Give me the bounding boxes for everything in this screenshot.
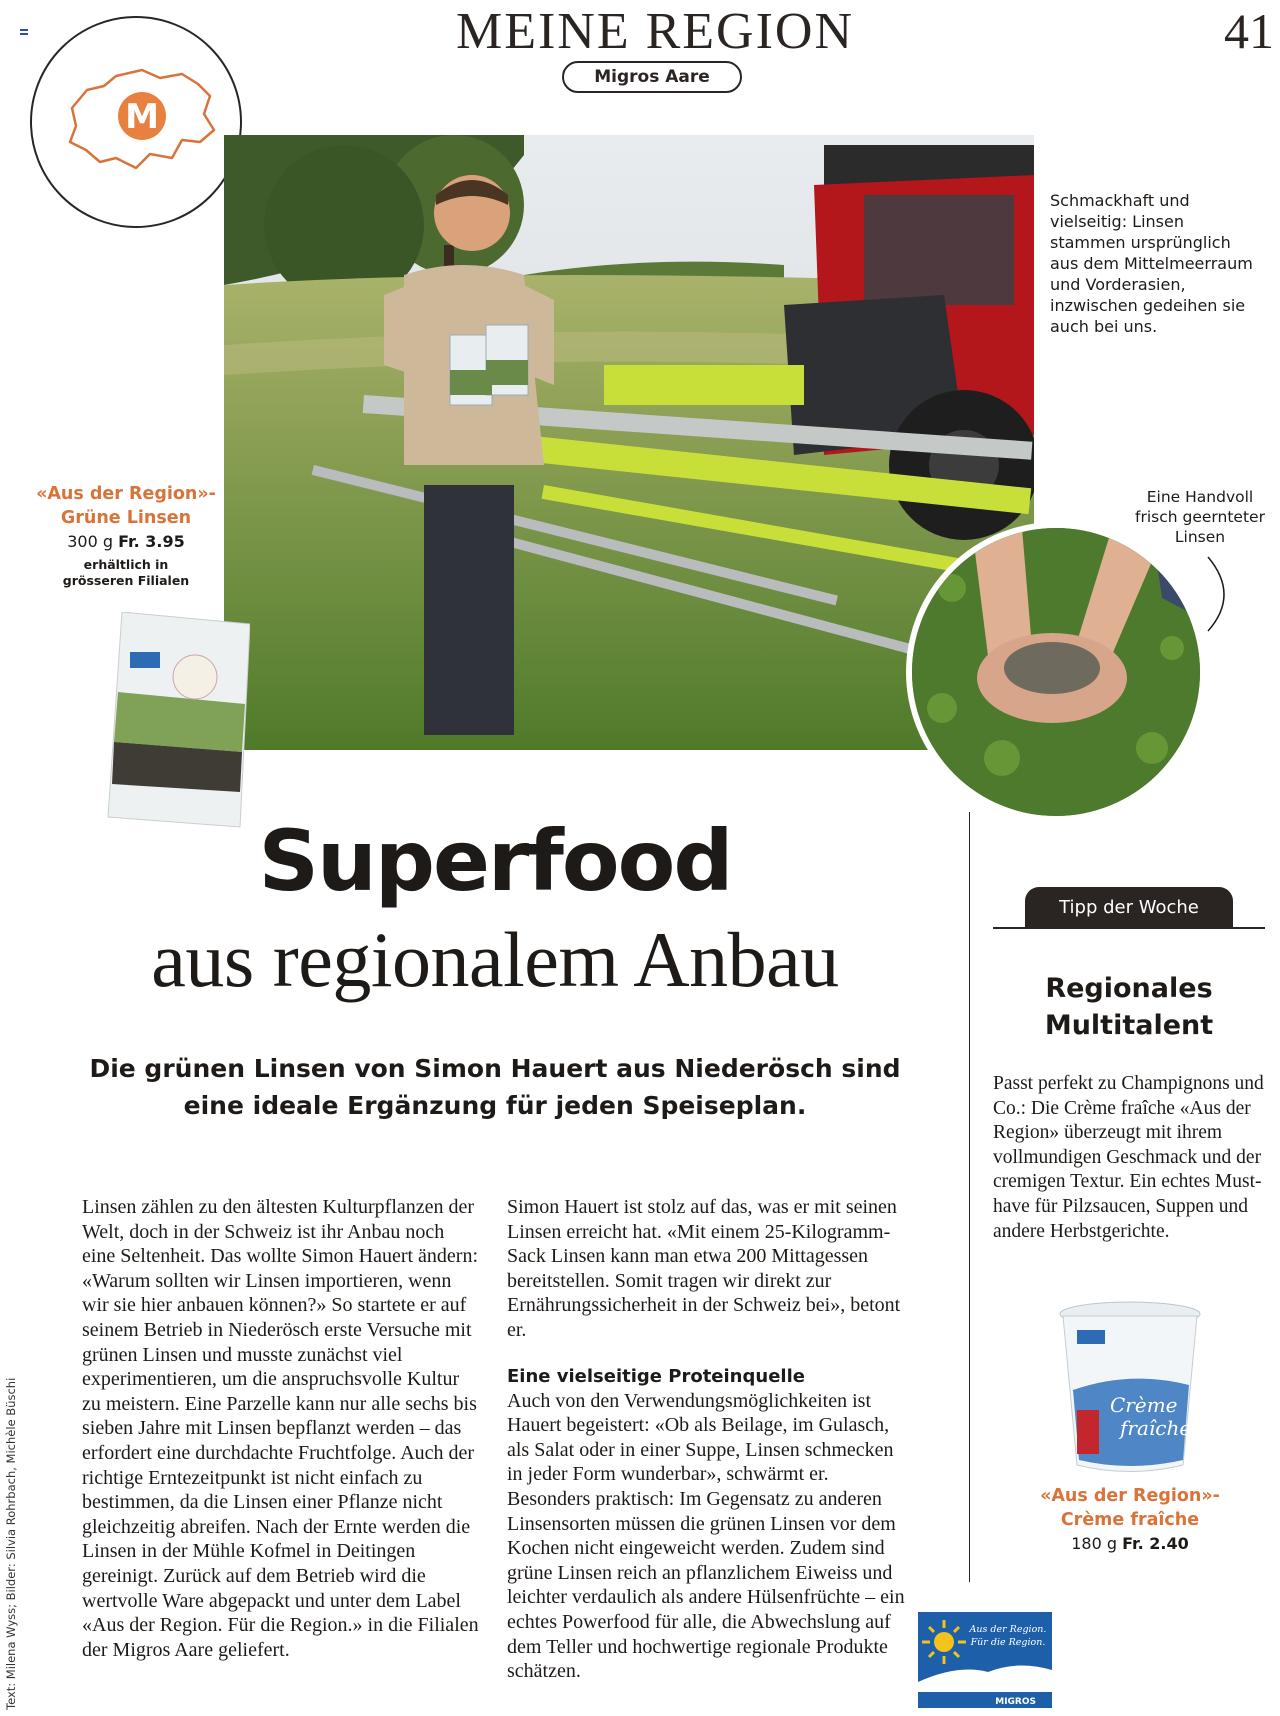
svg-text:Für die Region.: Für die Region.: [970, 1637, 1046, 1648]
svg-text:M: M: [125, 97, 159, 137]
photo-caption: Schmackhaft und vielseitig: Linsen stammen ursprünglich aus dem Mittelmeerraum und Vorderasien, inzwischen gedeihen sie auch bei uns.: [1050, 191, 1253, 336]
paragraph: Auch von den Verwendungsmöglichkeiten ist Hauert begeistert: «Ob als Beilage, im Gulasch, als Salat oder in einer Suppe, Linsen schmecken in jeder Form wunderbar», schwärmt er. Besonders praktisch: Im Gegensatz zu anderen Linsensorten müssen die grünen Linsen vor dem Kochen nicht eingeweicht werden. Zudem sind grüne Linsen reich an pflanzlichem Eiweiss und leichter verdaulich als andere Hülsenfrüchte – ein echtes Powerfood für alle, die Abwechslung auf dem Teller und hochwertige regionale Produkte schätzen.: [507, 1389, 905, 1683]
region-label: Migros Aare: [562, 61, 742, 93]
paragraph: Simon Hauert ist stolz auf das, was er mit seinen Linsen erreicht hat. «Mit einem 25-Kilogramm-Sack Linsen kann man etwa 200 Mittagessen bereitstellen. Somit tragen wir direkt zur Ernährungssicherheit in der Schweiz bei», betont er.: [507, 1196, 901, 1341]
article-column-2: [507, 1195, 907, 1684]
region-logo: [30, 16, 242, 228]
product-name: «Aus der Region»-: [36, 484, 216, 504]
availability-note: grösseren Filialen: [62, 573, 190, 588]
product-price: 180 g Fr. 2.40: [1071, 1534, 1189, 1553]
lentils-pouch-image: [100, 612, 250, 837]
tip-tab: Tipp der Woche: [1025, 887, 1233, 927]
article-column-1: [82, 1195, 482, 1662]
product-name: Crème fraîche: [1060, 1510, 1200, 1530]
column-divider: [969, 812, 970, 1582]
lead-text: Die grünen Linsen von Simon Hauert aus Niederösch sind eine ideale Ergänzung für jeden Speiseplan.: [89, 1054, 901, 1120]
product-name: Grüne Linsen: [60, 508, 192, 528]
headline-sub: aus regionalem Anbau: [151, 916, 839, 1003]
headline: Superfood: [258, 812, 732, 910]
paragraph: Linsen zählen zu den ältesten Kulturpflanzen der Welt, doch in der Schweiz ist ihr Anbau noch eine Seltenheit. Das wollte Simon Hauert ändern: «Warum sollten wir Linsen importieren, wenn wir sie hier anbauen können?» So startete er auf seinem Betrieb in Niederösch erste Versuche mit grünen Linsen und musste zunächst viel experimentieren, um die anspruchsvolle Kultur zu meistern. Eine Parzelle kann nur alle sechs bis sieben Jahre mit Linsen bepflanzt werden – das erfordert eine durchdachte Fruchtfolge. Auch der richtige Erntezeitpunkt ist nicht einfach zu bestimmen, da die Linsen einer Pflanze nicht gleichzeitig abreifen. Nach der Ernte werden die Linsen in der Mühle Kofmel in Deitingen gereinigt. Zurück auf dem Betrieb wird die wertvolle Ware abgepackt und unter dem Label «Aus der Region. Für die Region.» in die Filialen der Migros Aare geliefert.: [82, 1196, 479, 1661]
svg-text:Crème: Crème: [1110, 1393, 1178, 1417]
section-title: MEINE REGION: [455, 3, 855, 60]
product-price: 300 g Fr. 3.95: [67, 532, 185, 551]
svg-text:fraîche: fraîche: [1120, 1416, 1192, 1440]
creme-fraiche-image: [1055, 1300, 1205, 1475]
creme-fraiche-product-info: [1010, 1484, 1250, 1553]
tip-divider: [993, 927, 1265, 929]
lentils-hand-photo: [906, 522, 1206, 822]
aus-der-region-badge: [918, 1612, 1052, 1708]
page-number: 41: [1224, 3, 1274, 59]
sidebar-title: Regionales Multitalent: [1044, 973, 1214, 1041]
availability-note: erhältlich in: [83, 557, 169, 572]
sidebar-text: Passt perfekt zu Champignons und Co.: Die Crème fraîche «Aus der Region» überzeugt mit ihrem vollmundigen Geschmack und der cremigen Textur. Ein echtes Must-have für Pilzsaucen, Suppen und andere Herbstgerichte.: [993, 1073, 1264, 1242]
svg-text:MIGROS: MIGROS: [995, 1697, 1036, 1707]
switzerland-map-icon: [32, 18, 244, 230]
subheading: Eine vielseitige Proteinquelle: [507, 1365, 805, 1387]
svg-text:Aus der Region.: Aus der Region.: [969, 1624, 1047, 1635]
photo-credits: Text: Milena Wyss; Bilder: Silvia Rohrbach, Michèle Büschi: [4, 1377, 18, 1710]
caption-arrow-icon: [1200, 555, 1240, 635]
lentils-product-info: [36, 482, 216, 589]
product-name: «Aus der Region»-: [1040, 1486, 1220, 1506]
hand-caption: Eine Handvoll frisch geernteter Linsen: [1135, 488, 1265, 546]
